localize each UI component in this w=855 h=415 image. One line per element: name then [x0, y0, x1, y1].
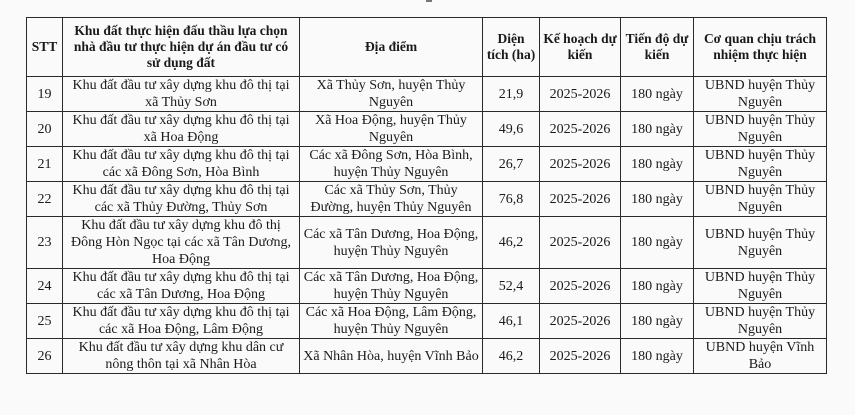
cell-area: 49,6	[483, 112, 540, 147]
cell-plan: 2025-2026	[540, 182, 621, 217]
table-row	[27, 112, 827, 147]
header-area: Diện tích (ha)	[483, 18, 540, 77]
cell-agency: UBND huyện Thủy Nguyên	[694, 217, 827, 269]
cell-name: Khu đất đầu tư xây dựng khu đô thị tại xã Thủy Sơn	[63, 77, 300, 112]
cell-progress: 180 ngày	[621, 269, 694, 304]
cell-name: Khu đất đầu tư xây dựng khu dân cư nông thôn tại xã Nhân Hòa	[63, 339, 300, 374]
cell-agency: UBND huyện Thủy Nguyên	[694, 77, 827, 112]
cell-location: Các xã Tân Dương, Hoa Động, huyện Thủy Nguyên	[300, 269, 483, 304]
table-row	[27, 339, 827, 374]
header-progress: Tiến độ dự kiến	[621, 18, 694, 77]
cell-area: 21,9	[483, 77, 540, 112]
cell-stt: 19	[27, 77, 63, 112]
cell-stt: 25	[27, 304, 63, 339]
cell-location: Các xã Đông Sơn, Hòa Bình, huyện Thủy Nguyên	[300, 147, 483, 182]
cell-plan: 2025-2026	[540, 147, 621, 182]
cell-plan: 2025-2026	[540, 217, 621, 269]
cell-plan: 2025-2026	[540, 77, 621, 112]
cell-location: Xã Nhân Hòa, huyện Vĩnh Bảo	[300, 339, 483, 374]
cell-progress: 180 ngày	[621, 77, 694, 112]
cell-area: 46,1	[483, 304, 540, 339]
table-row	[27, 147, 827, 182]
cell-area: 76,8	[483, 182, 540, 217]
table-row	[27, 304, 827, 339]
cell-area: 52,4	[483, 269, 540, 304]
cell-plan: 2025-2026	[540, 304, 621, 339]
cell-progress: 180 ngày	[621, 339, 694, 374]
cell-name: Khu đất đầu tư xây dựng khu đô thị tại các xã Đông Sơn, Hòa Bình	[63, 147, 300, 182]
table-body	[27, 77, 827, 374]
cell-progress: 180 ngày	[621, 182, 694, 217]
cell-stt: 26	[27, 339, 63, 374]
cell-name: Khu đất đầu tư xây dựng khu đô thị tại các xã Thủy Đường, Thủy Sơn	[63, 182, 300, 217]
cell-agency: UBND huyện Thủy Nguyên	[694, 304, 827, 339]
cell-stt: 23	[27, 217, 63, 269]
table-row	[27, 269, 827, 304]
cell-agency: UBND huyện Thủy Nguyên	[694, 112, 827, 147]
header-plan: Kế hoạch dự kiến	[540, 18, 621, 77]
cell-area: 46,2	[483, 339, 540, 374]
cell-agency: UBND huyện Thủy Nguyên	[694, 182, 827, 217]
header-name: Khu đất thực hiện đấu thầu lựa chọn nhà đầu tư thực hiện dự án đầu tư có sử dụng đất	[63, 18, 300, 77]
cell-plan: 2025-2026	[540, 339, 621, 374]
cell-area: 46,2	[483, 217, 540, 269]
cell-progress: 180 ngày	[621, 147, 694, 182]
table-row	[27, 217, 827, 269]
page-number-mark	[426, 0, 432, 2]
cell-name: Khu đất đầu tư xây dựng khu đô thị Đông Hòn Ngọc tại các xã Tân Dương, Hoa Động	[63, 217, 300, 269]
cell-stt: 20	[27, 112, 63, 147]
header-row	[27, 18, 827, 77]
cell-plan: 2025-2026	[540, 269, 621, 304]
cell-area: 26,7	[483, 147, 540, 182]
cell-agency: UBND huyện Thủy Nguyên	[694, 147, 827, 182]
cell-agency: UBND huyện Thủy Nguyên	[694, 269, 827, 304]
cell-stt: 21	[27, 147, 63, 182]
cell-progress: 180 ngày	[621, 112, 694, 147]
cell-progress: 180 ngày	[621, 304, 694, 339]
cell-agency: UBND huyện Vĩnh Bảo	[694, 339, 827, 374]
cell-name: Khu đất đầu tư xây dựng khu đô thị tại xã Hoa Động	[63, 112, 300, 147]
cell-progress: 180 ngày	[621, 217, 694, 269]
cell-stt: 24	[27, 269, 63, 304]
cell-stt: 22	[27, 182, 63, 217]
header-location: Địa điểm	[300, 18, 483, 77]
cell-location: Các xã Hoa Động, Lâm Động, huyện Thủy Nguyên	[300, 304, 483, 339]
cell-location: Xã Hoa Động, huyện Thủy Nguyên	[300, 112, 483, 147]
table-row	[27, 77, 827, 112]
header-stt: STT	[27, 18, 63, 77]
cell-name: Khu đất đầu tư xây dựng khu đô thị tại các xã Tân Dương, Hoa Động	[63, 269, 300, 304]
table-row	[27, 182, 827, 217]
cell-location: Các xã Tân Dương, Hoa Động, huyện Thủy Nguyên	[300, 217, 483, 269]
table-header	[27, 18, 827, 77]
cell-name: Khu đất đầu tư xây dựng khu đô thị tại các xã Hoa Động, Lâm Động	[63, 304, 300, 339]
cell-plan: 2025-2026	[540, 112, 621, 147]
cell-location: Các xã Thủy Sơn, Thủy Đường, huyện Thủy Nguyên	[300, 182, 483, 217]
cell-location: Xã Thủy Sơn, huyện Thủy Nguyên	[300, 77, 483, 112]
land-plots-table	[26, 17, 827, 374]
header-agency: Cơ quan chịu trách nhiệm thực hiện	[694, 18, 827, 77]
